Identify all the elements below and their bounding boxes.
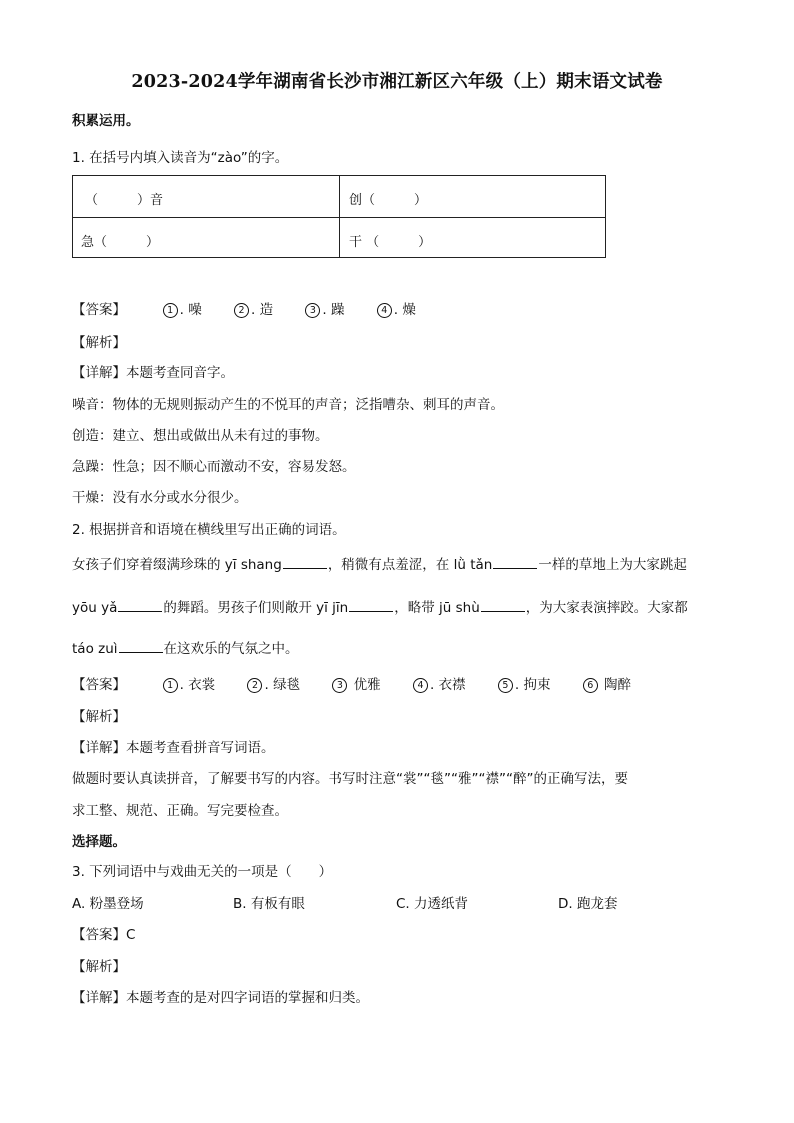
answer-item: 3 . 躁 [305,302,344,318]
explanation-line: 求工整、规范、正确。写完要检查。 [72,803,288,819]
table-cell: （ ）音 [85,193,164,208]
q3-option-b: B. 有板有眼 [233,896,305,912]
circled-number: 6 [583,678,598,693]
answer-item: 3 优雅 [332,677,380,693]
q2-answer-line [72,673,659,693]
circled-number: 5 [498,678,513,693]
detail-explanation: 【详解】本题考查的是对四字词语的掌握和归类。 [72,990,369,1006]
detail-explanation: 【详解】本题考查同音字。 [72,365,234,381]
section-heading-accumulation: 积累运用。 [72,113,140,129]
circled-number: 3 [305,303,320,318]
analysis-label: 【解析】 [72,335,126,351]
table-cell: 干 （ ） [349,235,432,250]
explanation-line: 干燥：没有水分或水分很少。 [72,490,248,506]
answer-item: 2 . 造 [234,302,273,318]
q2-passage-line: yōu yǎ 的舞蹈。男孩子们则敞开 yī jīn ，略带 jū shù ，为大家表演摔跤。大家都 [72,596,688,616]
section-heading-choice: 选择题。 [72,834,126,850]
answer-item: 4 . 衣襟 [413,677,466,693]
circled-number: 2 [234,303,249,318]
q3-answer: 【答案】C [72,927,136,943]
q1-stem: 1. 在括号内填入读音为“zào”的字。 [72,150,289,166]
explanation-line: 做题时要认真读拼音，了解要书写的内容。书写时注意“裳”“毯”“雅”“襟”“醉”的正确写法，要 [72,771,628,787]
fill-blank [283,554,327,569]
q2-stem: 2. 根据拼音和语境在横线里写出正确的词语。 [72,522,346,538]
analysis-label: 【解析】 [72,709,126,725]
answer-item: 1 . 噪 [163,302,202,318]
table-cell: 急（ ） [81,235,160,250]
answer-label: 【答案】 [72,677,126,693]
fill-blank [493,554,537,569]
answer-label: 【答案】 [72,302,126,318]
fill-blank [349,597,393,612]
table-cell: 创（ ） [349,193,428,208]
table-divider [73,217,605,218]
q2-passage-line: táo zuì 在这欢乐的气氛之中。 [72,637,299,657]
answer-item: 6 陶醉 [583,677,631,693]
circled-number: 4 [413,678,428,693]
answer-item: 2 . 绿毯 [247,677,300,693]
explanation-line: 噪音：物体的无规则振动产生的不悦耳的声音；泛指嘈杂、刺耳的声音。 [72,397,504,413]
circled-number: 1 [163,678,178,693]
analysis-label: 【解析】 [72,959,126,975]
explanation-line: 急躁：性急；因不顺心而激动不安，容易发怒。 [72,459,356,475]
answer-item: 5 . 拘束 [498,677,551,693]
q1-answer-line [72,298,444,318]
q3-option-d: D. 跑龙套 [558,896,618,912]
q1-table [72,175,606,258]
q3-option-a: A. 粉墨登场 [72,896,144,912]
q3-stem: 3. 下列词语中与戏曲无关的一项是（ ） [72,864,333,880]
detail-explanation: 【详解】本题考查看拼音写词语。 [72,740,275,756]
fill-blank [118,597,162,612]
circled-number: 1 [163,303,178,318]
answer-item: 4 . 燥 [377,302,416,318]
answer-item: 1 . 衣裳 [163,677,216,693]
fill-blank [119,638,163,653]
explanation-line: 创造：建立、想出或做出从未有过的事物。 [72,428,329,444]
circled-number: 4 [377,303,392,318]
circled-number: 2 [247,678,262,693]
page-title: 2023-2024学年湖南省长沙市湘江新区六年级（上）期末语文试卷 [131,72,663,92]
q3-option-c: C. 力透纸背 [396,896,469,912]
q2-passage-line: 女孩子们穿着缀满珍珠的 yī shang ，稍微有点羞涩，在 lǜ tǎn 一样的草地上为大家跳起 [72,553,687,573]
circled-number: 3 [332,678,347,693]
fill-blank [481,597,525,612]
